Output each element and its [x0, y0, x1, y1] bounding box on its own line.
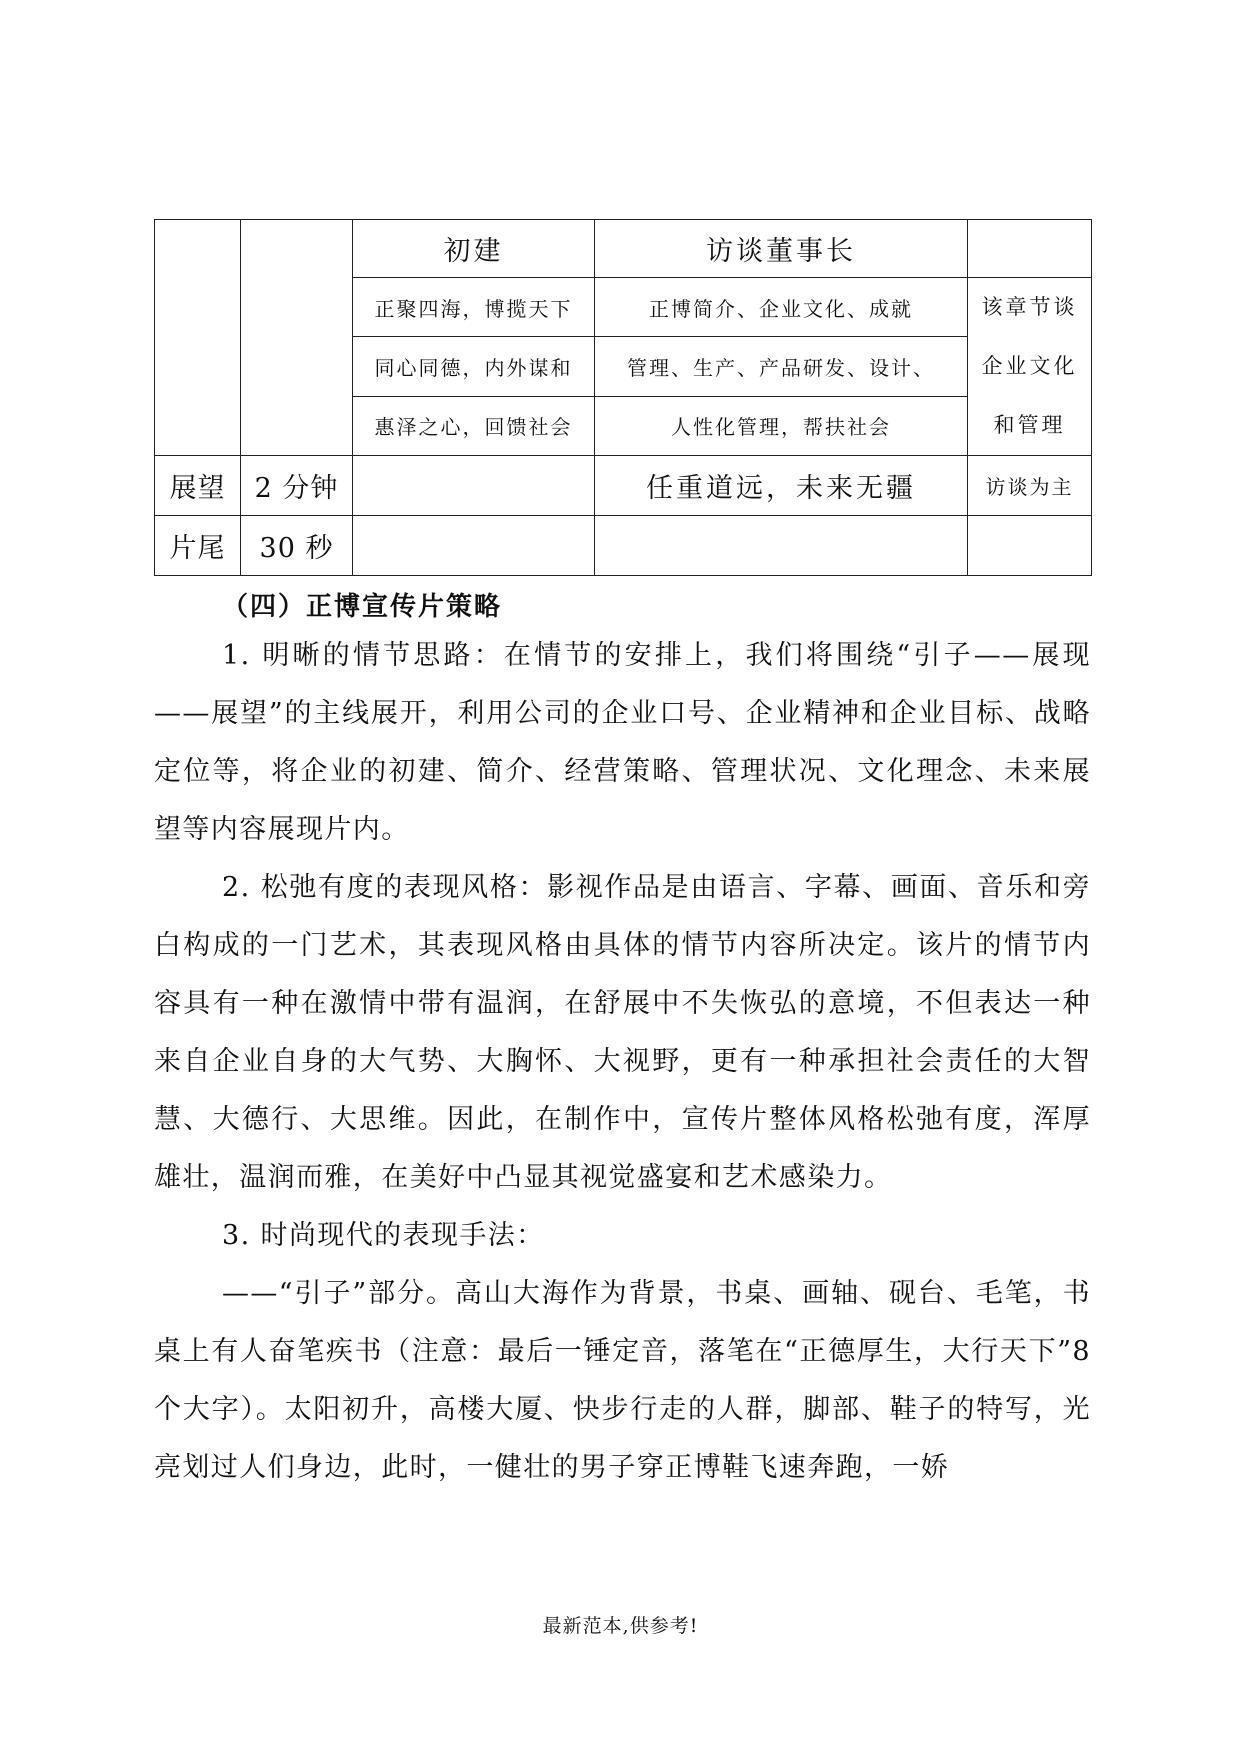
table-cell-content: 任重道远，未来无疆 [595, 456, 968, 516]
table-cell-note: 访谈为主 [968, 456, 1092, 516]
table-row [155, 456, 1092, 516]
table-cell-content [595, 516, 968, 576]
table-cell-stage [353, 456, 595, 516]
table-cell-duration [241, 220, 353, 456]
note-line: 和管理 [993, 413, 1066, 437]
table-row [155, 516, 1092, 576]
table-cell-stage: 同心同德，内外谋和 [353, 337, 595, 396]
table-cell-section: 片尾 [155, 516, 241, 576]
table-cell-duration: 30 秒 [241, 516, 353, 576]
table-cell-stage [353, 516, 595, 576]
table-cell-note [968, 516, 1092, 576]
note-line: 企业文化 [981, 354, 1078, 378]
table-cell-section [155, 220, 241, 456]
table-cell-section: 展望 [155, 456, 241, 516]
paragraph: 2. 松弛有度的表现风格：影视作品是由语言、字幕、画面、音乐和旁白构成的一门艺术，其表现风格由具体的情节内容所决定。该片的情节内容具有一种在激情中带有温润，在舒展中不失恢弘的意境，不但表达一种来自企业自身的大气势、大胸怀、大视野，更有一种承担社会责任的大智慧、大德行、大思维。因此，在制作中，宣传片整体风格松弛有度，浑厚雄壮，温润而雅，在美好中凸显其视觉盛宴和艺术感染力。 [154, 872, 1091, 1193]
paragraph: ——“引子”部分。高山大海作为背景，书桌、画轴、砚台、毛笔，书桌上有人奋笔疾书（注意：最后一锤定音，落笔在“正德厚生，大行天下”8 个大字）。太阳初升，高楼大厦、快步行走的人群，脚部、鞋子的特写，光亮划过人们身边，此时，一健壮的男子穿正博鞋飞速奔跑，一娇 [154, 1278, 1091, 1483]
table-cell-note [968, 278, 1092, 456]
table-cell-stage: 惠泽之心，回馈社会 [353, 396, 595, 455]
table-cell-note [968, 220, 1092, 278]
table-cell-content: 人性化管理，帮扶社会 [595, 396, 968, 455]
section-heading: （四）正博宣传片策略 [222, 592, 503, 622]
table-cell-duration: 2 分钟 [241, 456, 353, 516]
page-footer: 最新范本,供参考! [542, 1615, 699, 1637]
plan-table [154, 219, 1092, 576]
table-cell-content: 管理、生产、产品研发、设计、 [595, 337, 968, 396]
table-row [155, 220, 1092, 278]
table-cell-content: 访谈董事长 [595, 220, 968, 278]
note-line: 该章节谈 [981, 295, 1078, 319]
body-text [154, 627, 1091, 1497]
paragraph: 1. 明晰的情节思路：在情节的安排上，我们将围绕“引子——展现——展望”的主线展开，利用公司的企业口号、企业精神和企业目标、战略定位等，将企业的初建、简介、经营策略、管理状况、文化理念、未来展望等内容展现片内。 [154, 640, 1091, 845]
table-cell-content: 正博简介、企业文化、成就 [595, 278, 968, 337]
paragraph: 3. 时尚现代的表现手法： [222, 1220, 545, 1251]
table-cell-stage: 正聚四海，博揽天下 [353, 278, 595, 337]
table-cell-stage: 初建 [353, 220, 595, 278]
